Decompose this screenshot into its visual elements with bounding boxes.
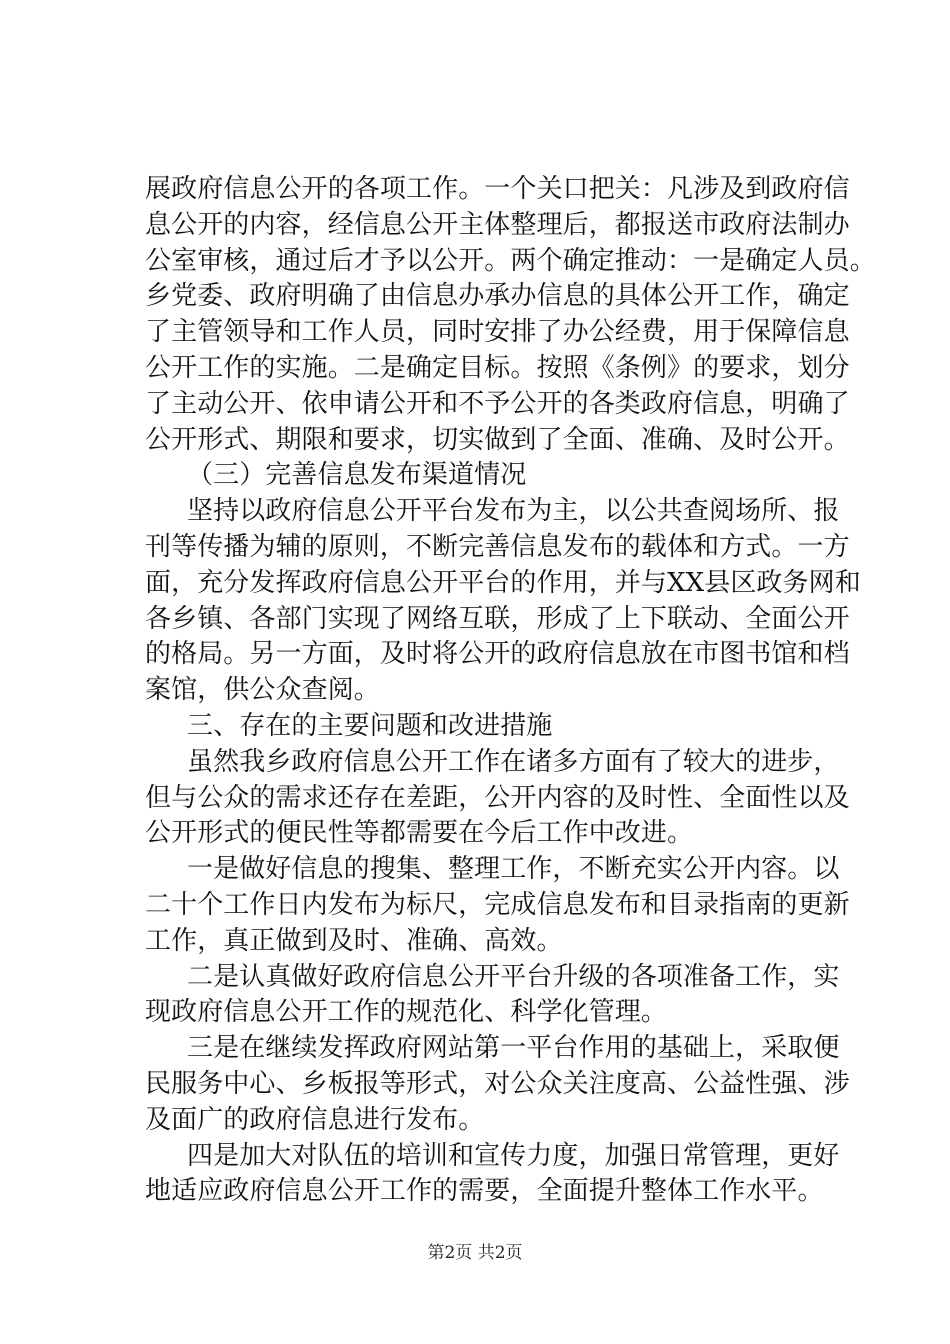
text-line: 了主管领导和工作人员，同时安排了办公经费，用于保障信息 — [145, 317, 850, 348]
section-heading: 三、存在的主要问题和改进措施 — [187, 710, 553, 741]
document-body — [145, 172, 876, 1210]
paragraph-start: 一是做好信息的搜集、整理工作，不断充实公开内容。以 — [187, 854, 840, 885]
text-line: 的格局。另一方面，及时将公开的政府信息放在市图书馆和档 — [145, 639, 850, 670]
paragraph-start: 三是在继续发挥政府网站第一平台作用的基础上，采取便 — [187, 1033, 840, 1064]
text-line: 各乡镇、各部门实现了网络互联，形成了上下联动、全面公开 — [145, 603, 850, 634]
text-line: 地适应政府信息公开工作的需要，全面提升整体工作水平。 — [145, 1176, 824, 1207]
text-line: 但与公众的需求还存在差距，公开内容的及时性、全面性以及 — [145, 782, 850, 813]
page-number-footer: 第2页 共2页 — [427, 1243, 523, 1263]
paragraph-start: 坚持以政府信息公开平台发布为主，以公共查阅场所、报 — [187, 496, 840, 527]
text-line: 了主动公开、依申请公开和不予公开的各类政府信息，明确了 — [145, 388, 850, 419]
section-heading: （三）完善信息发布渠道情况 — [187, 460, 527, 491]
text-line: 二十个工作日内发布为标尺，完成信息发布和目录指南的更新 — [145, 889, 850, 920]
text-line: 息公开的内容，经信息公开主体整理后，都报送市政府法制办 — [145, 209, 850, 240]
paragraph-start: 二是认真做好政府信息公开平台升级的各项准备工作，实 — [187, 961, 840, 992]
text-line: 现政府信息公开工作的规范化、科学化管理。 — [145, 997, 668, 1028]
text-line: 案馆，供公众查阅。 — [145, 675, 380, 706]
paragraph-start: 四是加大对队伍的培训和宣传力度，加强日常管理，更好 — [187, 1140, 840, 1171]
text-line: 公室审核，通过后才予以公开。两个确定推动：一是确定人员。 — [145, 245, 876, 276]
text-line: 展政府信息公开的各项工作。一个关口把关：凡涉及到政府信 — [145, 174, 850, 204]
text-line: 民服务中心、乡板报等形式，对公众关注度高、公益性强、涉 — [145, 1068, 850, 1099]
text-line: 及面广的政府信息进行发布。 — [145, 1104, 485, 1135]
text-line: 工作，真正做到及时、准确、高效。 — [145, 925, 563, 956]
text-line: 公开形式、期限和要求，切实做到了全面、准确、及时公开。 — [145, 424, 850, 455]
text-line: 公开工作的实施。二是确定目标。按照《条例》的要求，划分 — [145, 352, 850, 383]
text-line: 公开形式的便民性等都需要在今后工作中改进。 — [145, 818, 694, 849]
paragraph-start: 虽然我乡政府信息公开工作在诸多方面有了较大的进步， — [187, 746, 840, 777]
text-line: 面，充分发挥政府信息公开平台的作用，并与XX县区政务网和 — [145, 567, 861, 598]
text-line: 乡党委、政府明确了由信息办承办信息的具体公开工作，确定 — [145, 281, 850, 312]
text-line: 刊等传播为辅的原则，不断完善信息发布的载体和方式。一方 — [145, 531, 850, 562]
